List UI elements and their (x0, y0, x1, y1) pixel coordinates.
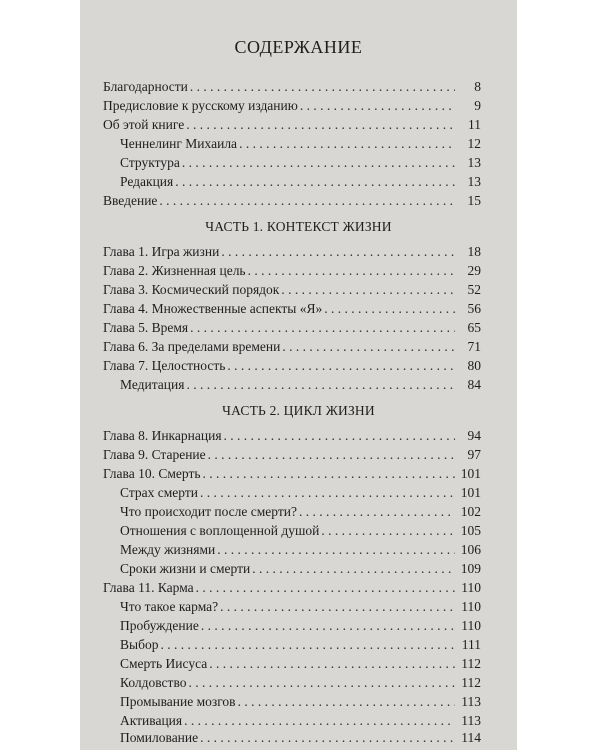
leader-dots (200, 729, 455, 747)
leader-dots (203, 465, 456, 483)
toc-entry-chapter-5 (103, 319, 481, 337)
toc-entry-label: Колдовство (120, 675, 187, 690)
toc-entry-page: 65 (467, 320, 481, 335)
toc-entry-life-death-terms (120, 560, 481, 578)
toc-entry-page: 114 (461, 730, 481, 745)
toc-entry-page: 71 (467, 339, 481, 354)
toc-entry-page: 11 (468, 117, 481, 132)
toc-entry-label: Выбор (120, 637, 159, 652)
toc-entry-chapter-11 (103, 579, 481, 597)
toc-entry-death-of-jesus (120, 655, 481, 673)
leader-dots (190, 78, 455, 96)
toc-entry-sorcery (120, 674, 481, 692)
toc-entry-label: Промывание мозгов (120, 694, 236, 709)
toc-entry-activation (120, 712, 481, 730)
toc-entry-label: Что происходит после смерти? (120, 504, 297, 519)
toc-entry-relations-incarnate-soul (120, 522, 481, 540)
toc-entry-label: Глава 11. Карма (103, 580, 194, 595)
toc-entry-label: Глава 4. Множественные аспекты «Я» (103, 301, 323, 316)
toc-entry-label: Глава 7. Целостность (103, 358, 226, 373)
part-2-title: ЧАСТЬ 2. ЦИКЛ ЖИЗНИ (222, 403, 375, 418)
toc-entry-page: 109 (460, 561, 481, 576)
toc-entry-preface (103, 97, 481, 115)
toc-entry-label: Сроки жизни и смерти (120, 561, 251, 576)
toc-entry-page: 101 (460, 485, 481, 500)
leader-dots (224, 427, 455, 445)
book-page (80, 0, 517, 750)
leader-dots (220, 598, 455, 616)
toc-entry-page: 111 (461, 637, 481, 652)
toc-entry-awakening (120, 617, 481, 635)
leader-dots (188, 674, 455, 692)
leader-dots (186, 116, 455, 134)
toc-entry-page: 18 (467, 244, 481, 259)
toc-entry-chapter-7 (103, 357, 481, 375)
toc-entry-label: Глава 5. Время (103, 320, 189, 335)
leader-dots (239, 135, 455, 153)
toc-entry-label: Смерть Иисуса (120, 656, 208, 671)
toc-entry-page: 8 (474, 79, 481, 94)
leader-dots (201, 617, 455, 635)
toc-entry-page: 52 (467, 282, 481, 297)
toc-entry-label: Введение (103, 193, 158, 208)
toc-entry-page: 101 (460, 466, 481, 481)
toc-entry-label: Глава 6. За пределами времени (103, 339, 281, 354)
leader-dots (282, 338, 455, 356)
toc-entry-label: Благодарности (103, 79, 188, 94)
toc-entry-label: Глава 8. Инкарнация (103, 428, 222, 443)
toc-entry-chapter-2 (103, 262, 481, 280)
toc-entry-page: 110 (461, 599, 481, 614)
toc-entry-page: 15 (467, 193, 481, 208)
toc-entry-page: 106 (460, 542, 481, 557)
toc-entry-label: Пробуждение (120, 618, 199, 633)
toc-entry-introduction (103, 192, 481, 210)
toc-entry-label: Медитация (120, 377, 185, 392)
toc-entry-page: 105 (460, 523, 481, 538)
toc-entry-page: 112 (461, 675, 481, 690)
toc-title: СОДЕРЖАНИЕ (234, 37, 363, 57)
toc-entry-label: Между жизнями (120, 542, 216, 557)
leader-dots (281, 281, 455, 299)
toc-entry-page: 13 (467, 174, 481, 189)
toc-entry-editing (120, 173, 481, 191)
toc-entry-label: Глава 3. Космический порядок (103, 282, 280, 297)
toc-entry-page: 9 (474, 98, 481, 113)
leader-dots (186, 376, 455, 394)
toc-entry-channeling (120, 135, 481, 153)
leader-dots (248, 262, 455, 280)
toc-entry-between-lives (120, 541, 481, 559)
toc-entry-label: Что такое карма? (120, 599, 219, 614)
toc-entry-page: 113 (461, 713, 481, 728)
leader-dots (175, 173, 455, 191)
toc-entry-pardon (120, 729, 481, 747)
leader-dots (227, 357, 455, 375)
toc-entry-label: Страх смерти (120, 485, 198, 500)
toc-entry-label: Отношения с воплощенной душой (120, 523, 320, 538)
toc-entry-meditation (120, 376, 481, 394)
toc-entry-label: Структура (120, 155, 180, 170)
leader-dots (238, 693, 455, 711)
leader-dots (196, 579, 455, 597)
toc-entry-about-book (103, 116, 481, 134)
toc-entry-chapter-4 (103, 300, 481, 318)
toc-entry-label: Глава 1. Игра жизни (103, 244, 220, 259)
leader-dots (221, 243, 455, 261)
toc-entry-chapter-1 (103, 243, 481, 261)
part-1-title: ЧАСТЬ 1. КОНТЕКСТ ЖИЗНИ (205, 219, 392, 234)
toc-entry-chapter-3 (103, 281, 481, 299)
toc-entry-page: 13 (467, 155, 481, 170)
leader-dots (159, 192, 455, 210)
toc-entry-fear-of-death (120, 484, 481, 502)
toc-entry-page: 102 (460, 504, 481, 519)
toc-entry-page: 29 (467, 263, 481, 278)
toc-entry-page: 80 (467, 358, 481, 373)
toc-entry-label: Предисловие к русскому изданию (103, 98, 298, 113)
leader-dots (208, 446, 455, 464)
toc-entry-page: 56 (467, 301, 481, 316)
leader-dots (209, 655, 455, 673)
toc-entry-page: 110 (461, 618, 481, 633)
toc-entry-label: Глава 9. Старение (103, 447, 206, 462)
toc-entry-chapter-6 (103, 338, 481, 356)
toc-entry-after-death (120, 503, 481, 521)
toc-entry-page: 113 (461, 694, 481, 709)
leader-dots (217, 541, 455, 559)
leader-dots (190, 319, 455, 337)
leader-dots (200, 484, 455, 502)
leader-dots (299, 503, 455, 521)
toc-entry-what-is-karma (120, 598, 481, 616)
toc-entry-chapter-9 (103, 446, 481, 464)
leader-dots (160, 636, 455, 654)
toc-entry-page: 12 (467, 136, 481, 151)
toc-entry-chapter-10 (103, 465, 481, 483)
leader-dots (252, 560, 455, 578)
leader-dots (300, 97, 455, 115)
toc-entry-label: Помилование (120, 730, 199, 745)
toc-entry-acknowledgements (103, 78, 481, 96)
leader-dots (184, 712, 455, 730)
toc-entry-page: 110 (461, 580, 481, 595)
toc-entry-page: 112 (461, 656, 481, 671)
toc-entry-label: Об этой книге (103, 117, 185, 132)
toc-entry-brainwashing (120, 693, 481, 711)
toc-entry-page: 97 (467, 447, 481, 462)
toc-entry-structure (120, 154, 481, 172)
toc-entry-label: Ченнелинг Михаила (120, 136, 238, 151)
leader-dots (182, 154, 455, 172)
toc-entry-chapter-8 (103, 427, 481, 445)
toc-entry-page: 94 (467, 428, 481, 443)
toc-entry-label: Активация (120, 713, 183, 728)
leader-dots (324, 300, 455, 318)
toc-entry-label: Глава 2. Жизненная цель (103, 263, 246, 278)
toc-entry-choice (120, 636, 481, 654)
leader-dots (321, 522, 455, 540)
toc-entry-label: Глава 10. Смерть (103, 466, 201, 481)
toc-entry-label: Редакция (120, 174, 174, 189)
toc-entry-page: 84 (467, 377, 481, 392)
